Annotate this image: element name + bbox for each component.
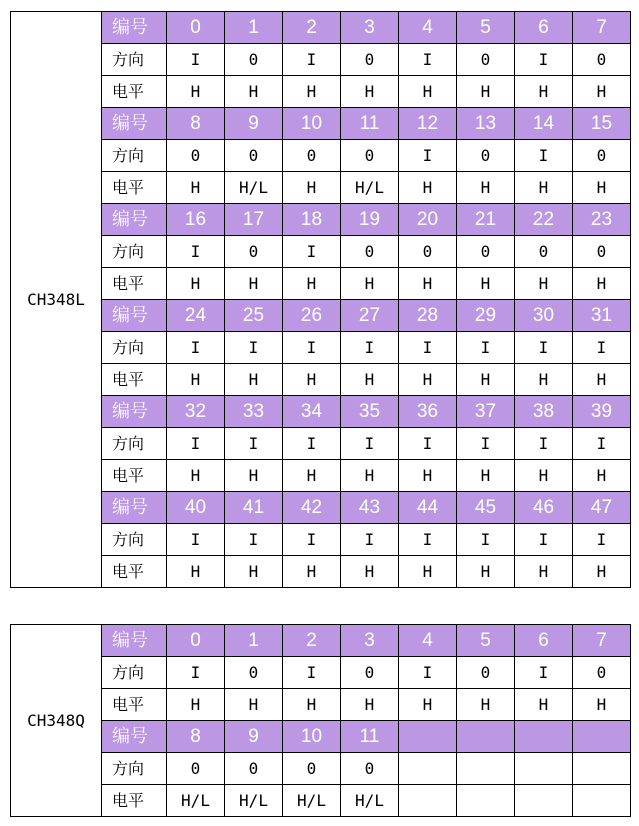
pin-number-cell: 12	[399, 108, 457, 140]
pin-number-cell: 47	[573, 492, 631, 524]
pin-number-cell: 36	[399, 396, 457, 428]
level-cell: H	[399, 364, 457, 396]
direction-cell: 0	[341, 753, 399, 785]
pin-number-cell: 41	[225, 492, 283, 524]
pin-number-cell: 4	[399, 12, 457, 44]
pin-number-cell: 0	[167, 12, 225, 44]
pin-number-cell: 44	[399, 492, 457, 524]
pin-number-cell: 14	[515, 108, 573, 140]
direction-cell: I	[399, 524, 457, 556]
direction-cell: I	[515, 428, 573, 460]
level-cell: H	[457, 689, 515, 721]
level-cell: H	[457, 460, 515, 492]
direction-cell: I	[341, 428, 399, 460]
level-cell: H	[573, 689, 631, 721]
pin-number-cell: 23	[573, 204, 631, 236]
direction-cell: I	[399, 140, 457, 172]
direction-cell: I	[573, 524, 631, 556]
level-cell: H	[399, 460, 457, 492]
pin-number-cell: 24	[167, 300, 225, 332]
level-cell: H	[167, 76, 225, 108]
pin-number-cell	[457, 721, 515, 753]
direction-cell: 0	[341, 657, 399, 689]
level-cell: H	[167, 268, 225, 300]
number-label: 编号	[102, 12, 167, 44]
level-cell: H	[341, 268, 399, 300]
level-cell: H	[167, 556, 225, 588]
pin-number-cell: 9	[225, 721, 283, 753]
number-row	[11, 625, 631, 657]
level-cell	[573, 785, 631, 817]
pin-number-cell: 2	[283, 12, 341, 44]
pin-number-cell: 43	[341, 492, 399, 524]
direction-cell: I	[515, 44, 573, 76]
level-cell: H	[283, 556, 341, 588]
level-cell: H	[457, 76, 515, 108]
pin-number-cell: 6	[515, 12, 573, 44]
pin-number-cell: 2	[283, 625, 341, 657]
direction-label: 方向	[102, 140, 167, 172]
level-row	[11, 785, 631, 817]
direction-cell: 0	[573, 657, 631, 689]
direction-cell: 0	[457, 140, 515, 172]
direction-cell: 0	[457, 44, 515, 76]
level-cell	[399, 785, 457, 817]
direction-cell: I	[399, 428, 457, 460]
pin-number-cell: 46	[515, 492, 573, 524]
pin-number-cell: 30	[515, 300, 573, 332]
pin-number-cell: 21	[457, 204, 515, 236]
pin-number-cell: 10	[283, 721, 341, 753]
level-cell: H	[515, 556, 573, 588]
direction-cell: I	[283, 44, 341, 76]
direction-cell: I	[515, 524, 573, 556]
number-row	[11, 204, 631, 236]
level-cell: H	[341, 364, 399, 396]
pin-number-cell: 16	[167, 204, 225, 236]
level-cell: H	[515, 76, 573, 108]
direction-cell: 0	[225, 657, 283, 689]
pin-number-cell: 38	[515, 396, 573, 428]
pin-number-cell: 29	[457, 300, 515, 332]
direction-cell: I	[167, 332, 225, 364]
direction-cell: 0	[515, 236, 573, 268]
pin-number-cell: 37	[457, 396, 515, 428]
level-cell: H	[457, 172, 515, 204]
direction-cell: 0	[573, 140, 631, 172]
direction-row	[11, 44, 631, 76]
direction-cell: I	[225, 524, 283, 556]
level-cell: H	[341, 460, 399, 492]
direction-cell: I	[167, 44, 225, 76]
level-cell: H	[167, 689, 225, 721]
direction-label: 方向	[102, 753, 167, 785]
pin-number-cell: 34	[283, 396, 341, 428]
pin-number-cell: 17	[225, 204, 283, 236]
level-cell: H	[167, 172, 225, 204]
level-cell: H	[515, 689, 573, 721]
level-cell: H/L	[225, 172, 283, 204]
level-cell: H/L	[167, 785, 225, 817]
level-cell: H	[399, 268, 457, 300]
level-cell: H	[457, 364, 515, 396]
direction-cell: I	[515, 657, 573, 689]
number-row	[11, 108, 631, 140]
pin-number-cell: 4	[399, 625, 457, 657]
level-cell: H	[283, 460, 341, 492]
level-cell: H	[225, 556, 283, 588]
pin-number-cell: 25	[225, 300, 283, 332]
level-cell: H/L	[225, 785, 283, 817]
pin-number-cell: 7	[573, 12, 631, 44]
level-cell: H	[225, 268, 283, 300]
level-cell: H	[573, 76, 631, 108]
direction-cell: 0	[283, 140, 341, 172]
pin-number-cell: 5	[457, 625, 515, 657]
pin-number-cell: 15	[573, 108, 631, 140]
pin-number-cell: 8	[167, 108, 225, 140]
pin-number-cell: 3	[341, 625, 399, 657]
level-cell: H	[515, 268, 573, 300]
pin-number-cell: 40	[167, 492, 225, 524]
pin-number-cell	[573, 721, 631, 753]
number-row	[11, 300, 631, 332]
level-row	[11, 364, 631, 396]
number-label: 编号	[102, 204, 167, 236]
number-label: 编号	[102, 396, 167, 428]
direction-cell: I	[341, 332, 399, 364]
direction-cell: I	[225, 428, 283, 460]
number-label: 编号	[102, 721, 167, 753]
pin-number-cell: 33	[225, 396, 283, 428]
pin-number-cell: 22	[515, 204, 573, 236]
pin-number-cell: 11	[341, 721, 399, 753]
level-cell: H	[399, 172, 457, 204]
direction-cell: 0	[225, 753, 283, 785]
direction-cell: 0	[167, 140, 225, 172]
direction-cell: I	[399, 332, 457, 364]
model-name: CH348L	[11, 12, 102, 588]
level-cell: H	[283, 364, 341, 396]
direction-row	[11, 332, 631, 364]
direction-row	[11, 524, 631, 556]
level-cell: H	[573, 364, 631, 396]
level-cell: H	[283, 172, 341, 204]
direction-cell: 0	[283, 753, 341, 785]
direction-cell: I	[573, 332, 631, 364]
level-row	[11, 268, 631, 300]
pin-number-cell: 11	[341, 108, 399, 140]
pin-number-cell	[515, 721, 573, 753]
pin-number-cell: 9	[225, 108, 283, 140]
direction-cell: I	[167, 524, 225, 556]
pin-number-cell: 20	[399, 204, 457, 236]
level-row	[11, 76, 631, 108]
level-label: 电平	[102, 556, 167, 588]
direction-cell: 0	[399, 236, 457, 268]
direction-row	[11, 753, 631, 785]
level-label: 电平	[102, 172, 167, 204]
direction-cell: I	[457, 428, 515, 460]
pin-number-cell: 19	[341, 204, 399, 236]
pin-number-cell: 7	[573, 625, 631, 657]
level-cell: H	[573, 556, 631, 588]
level-cell: H/L	[341, 172, 399, 204]
level-cell: H	[283, 689, 341, 721]
direction-label: 方向	[102, 332, 167, 364]
level-label: 电平	[102, 785, 167, 817]
direction-cell: 0	[457, 236, 515, 268]
direction-cell: 0	[167, 753, 225, 785]
direction-cell: 0	[225, 44, 283, 76]
direction-cell: I	[457, 332, 515, 364]
level-cell: H	[167, 460, 225, 492]
direction-cell: I	[283, 657, 341, 689]
direction-cell: I	[399, 657, 457, 689]
number-row	[11, 396, 631, 428]
level-cell: H	[225, 76, 283, 108]
pin-number-cell: 5	[457, 12, 515, 44]
direction-cell: 0	[225, 236, 283, 268]
level-cell: H	[515, 460, 573, 492]
level-row	[11, 556, 631, 588]
level-cell: H/L	[283, 785, 341, 817]
pin-number-cell: 32	[167, 396, 225, 428]
direction-cell	[573, 753, 631, 785]
level-cell: H	[573, 172, 631, 204]
direction-cell: I	[283, 524, 341, 556]
direction-cell: 0	[573, 236, 631, 268]
level-label: 电平	[102, 268, 167, 300]
level-cell: H	[283, 76, 341, 108]
level-cell: H	[341, 689, 399, 721]
level-cell: H	[399, 556, 457, 588]
direction-cell: I	[167, 657, 225, 689]
direction-cell: 0	[341, 236, 399, 268]
level-cell: H/L	[341, 785, 399, 817]
pin-number-cell: 39	[573, 396, 631, 428]
pin-number-cell: 26	[283, 300, 341, 332]
level-cell: H	[515, 364, 573, 396]
level-label: 电平	[102, 460, 167, 492]
direction-cell: I	[341, 524, 399, 556]
pin-number-cell	[399, 721, 457, 753]
number-row	[11, 492, 631, 524]
level-cell: H	[341, 556, 399, 588]
direction-cell: 0	[573, 44, 631, 76]
level-cell: H	[573, 460, 631, 492]
pin-number-cell: 18	[283, 204, 341, 236]
level-label: 电平	[102, 364, 167, 396]
pin-number-cell: 1	[225, 625, 283, 657]
ch348q-table	[10, 624, 631, 817]
pin-number-cell: 0	[167, 625, 225, 657]
direction-cell: I	[167, 428, 225, 460]
direction-cell	[399, 753, 457, 785]
level-cell: H	[457, 556, 515, 588]
level-cell: H	[283, 268, 341, 300]
direction-row	[11, 428, 631, 460]
direction-label: 方向	[102, 428, 167, 460]
level-row	[11, 172, 631, 204]
pin-number-cell: 13	[457, 108, 515, 140]
level-cell: H	[573, 268, 631, 300]
direction-cell	[515, 753, 573, 785]
pin-number-cell: 45	[457, 492, 515, 524]
level-cell: H	[457, 268, 515, 300]
number-label: 编号	[102, 300, 167, 332]
number-label: 编号	[102, 108, 167, 140]
direction-cell: I	[283, 428, 341, 460]
level-label: 电平	[102, 689, 167, 721]
direction-cell	[457, 753, 515, 785]
model-name: CH348Q	[11, 625, 102, 817]
direction-label: 方向	[102, 236, 167, 268]
number-row	[11, 12, 631, 44]
number-row	[11, 721, 631, 753]
direction-cell: I	[283, 332, 341, 364]
pin-number-cell: 6	[515, 625, 573, 657]
level-label: 电平	[102, 76, 167, 108]
direction-label: 方向	[102, 524, 167, 556]
direction-cell: I	[515, 140, 573, 172]
level-cell: H	[225, 364, 283, 396]
number-label: 编号	[102, 625, 167, 657]
direction-cell: I	[283, 236, 341, 268]
pin-number-cell: 28	[399, 300, 457, 332]
level-row	[11, 689, 631, 721]
pin-number-cell: 3	[341, 12, 399, 44]
direction-cell: I	[167, 236, 225, 268]
pin-number-cell: 8	[167, 721, 225, 753]
level-cell: H	[399, 689, 457, 721]
direction-cell: 0	[341, 140, 399, 172]
direction-row	[11, 236, 631, 268]
level-cell	[457, 785, 515, 817]
level-cell: H	[341, 76, 399, 108]
direction-row	[11, 657, 631, 689]
pin-number-cell: 27	[341, 300, 399, 332]
direction-row	[11, 140, 631, 172]
direction-cell: I	[573, 428, 631, 460]
number-label: 编号	[102, 492, 167, 524]
direction-cell: I	[515, 332, 573, 364]
direction-label: 方向	[102, 657, 167, 689]
direction-cell: 0	[341, 44, 399, 76]
level-row	[11, 460, 631, 492]
direction-cell: I	[399, 44, 457, 76]
direction-label: 方向	[102, 44, 167, 76]
pin-number-cell: 1	[225, 12, 283, 44]
direction-cell: 0	[457, 657, 515, 689]
level-cell	[515, 785, 573, 817]
direction-cell: I	[457, 524, 515, 556]
ch348l-table	[10, 11, 631, 588]
pin-number-cell: 31	[573, 300, 631, 332]
level-cell: H	[225, 689, 283, 721]
pin-number-cell: 35	[341, 396, 399, 428]
pin-number-cell: 42	[283, 492, 341, 524]
level-cell: H	[399, 76, 457, 108]
pin-number-cell: 10	[283, 108, 341, 140]
direction-cell: I	[225, 332, 283, 364]
level-cell: H	[167, 364, 225, 396]
direction-cell: 0	[225, 140, 283, 172]
level-cell: H	[515, 172, 573, 204]
level-cell: H	[225, 460, 283, 492]
